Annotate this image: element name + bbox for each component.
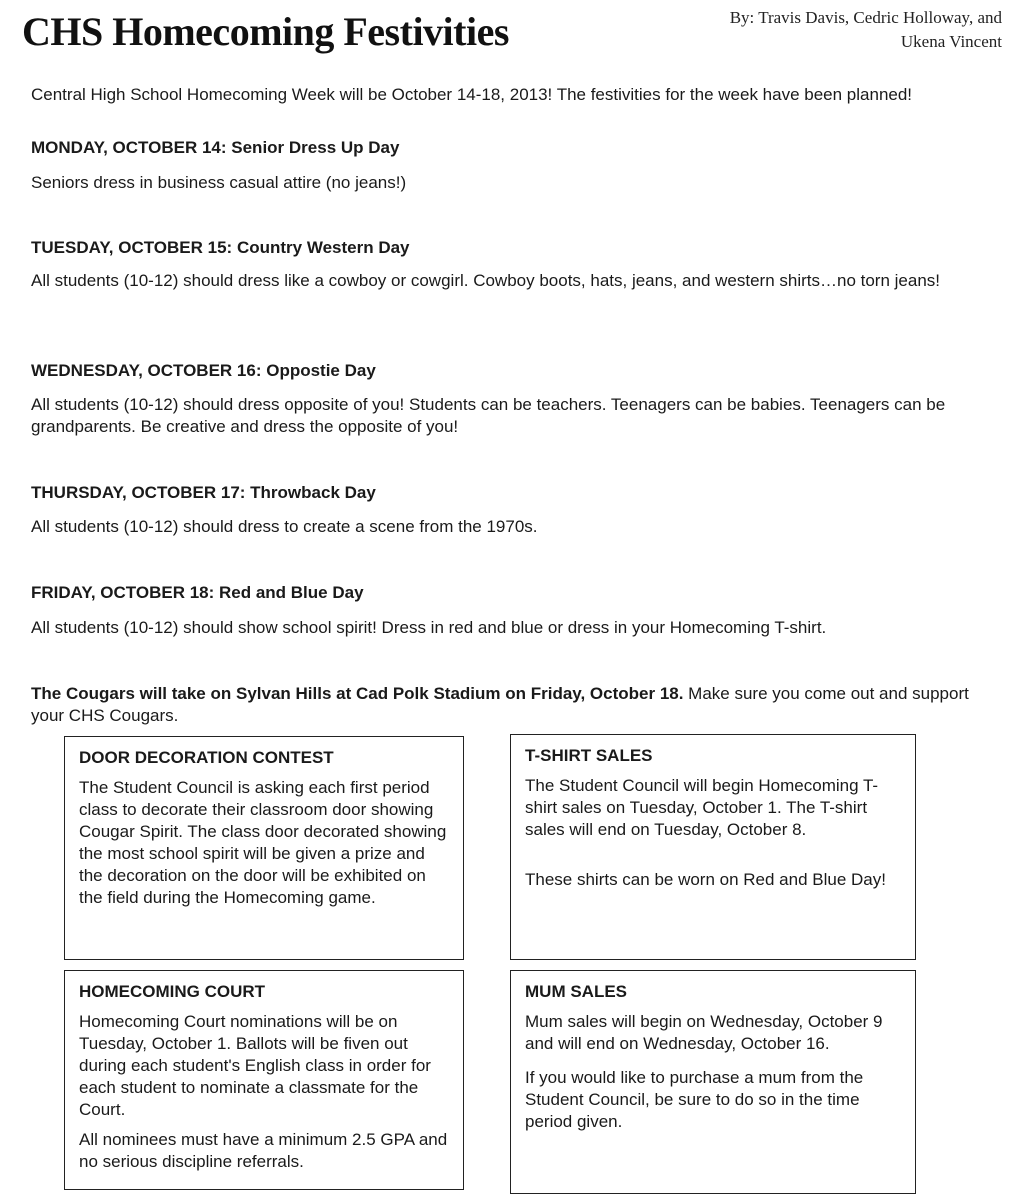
day-heading-friday: FRIDAY, OCTOBER 18: Red and Blue Day	[31, 583, 364, 602]
day-text-friday: All students (10-12) should show school spirit! Dress in red and blue or dress in your Homecoming T-shirt.	[31, 618, 827, 637]
day-text-tuesday: All students (10-12) should dress like a cowboy or cowgirl. Cowboy boots, hats, jeans, and western shirts…no torn jeans!	[31, 271, 941, 290]
day-text-thursday: All students (10-12) should dress to create a scene from the 1970s.	[31, 517, 538, 536]
door-decoration-box	[64, 736, 464, 960]
homecoming-court-title: HOMECOMING COURT	[79, 982, 266, 1001]
mum-sales-title: MUM SALES	[525, 982, 627, 1001]
mum-sales-text: Mum sales will begin on Wednesday, October 9 and will end on Wednesday, October 16.	[525, 1012, 883, 1053]
tshirt-sales-box	[510, 734, 916, 960]
tshirt-sales-title: T-SHIRT SALES	[525, 746, 653, 765]
game-announcement	[31, 683, 991, 727]
day-heading-wednesday: WEDNESDAY, OCTOBER 16: Oppostie Day	[31, 361, 376, 380]
tshirt-sales-note: These shirts can be worn on Red and Blue Day!	[525, 870, 886, 889]
byline-authors-line1: By: Travis Davis, Cedric Holloway, and	[729, 8, 1002, 27]
day-text-wednesday: All students (10-12) should dress opposite of you! Students can be teachers. Teenagers can be babies. Teenagers can be grandparents. Be creative and dress the opposite of you!	[31, 395, 946, 436]
door-decoration-text: The Student Council is asking each first period class to decorate their classroom door showing Cougar Spirit. The class door decorated showing the most school spirit will be given a prize and the decoration on the door will be exhibited on the field during the Homecoming game.	[79, 778, 447, 907]
homecoming-court-requirements: All nominees must have a minimum 2.5 GPA and no serious discipline referrals.	[79, 1130, 448, 1171]
byline-authors-line2: Ukena Vincent	[900, 32, 1002, 51]
mum-sales-box	[510, 970, 916, 1194]
game-announcement-bold: The Cougars will take on Sylvan Hills at Cad Polk Stadium on Friday, October 18.	[31, 684, 684, 703]
game-announcement-rest: Make sure you come out and support your CHS Cougars.	[31, 684, 969, 725]
tshirt-sales-text: The Student Council will begin Homecoming T-shirt sales on Tuesday, October 1. The T-shirt sales will end on Tuesday, October 8.	[525, 776, 879, 839]
day-heading-tuesday: TUESDAY, OCTOBER 15: Country Western Day	[31, 238, 410, 257]
mum-sales-note: If you would like to purchase a mum from the Student Council, be sure to do so in the time period given.	[525, 1068, 864, 1131]
page-title: CHS Homecoming Festivities	[22, 9, 509, 54]
day-heading-monday: MONDAY, OCTOBER 14: Senior Dress Up Day	[31, 138, 400, 157]
intro-paragraph: Central High School Homecoming Week will be October 14-18, 2013! The festivities for the week have been planned!	[31, 85, 913, 104]
day-heading-thursday: THURSDAY, OCTOBER 17: Throwback Day	[31, 483, 376, 502]
homecoming-court-box	[64, 970, 464, 1190]
door-decoration-title: DOOR DECORATION CONTEST	[79, 748, 334, 767]
homecoming-court-text: Homecoming Court nominations will be on Tuesday, October 1. Ballots will be fiven out during each student's English class in order for each student to nominate a classmate for the Court.	[79, 1012, 431, 1119]
day-text-monday: Seniors dress in business casual attire (no jeans!)	[31, 173, 407, 192]
byline	[622, 6, 1002, 54]
